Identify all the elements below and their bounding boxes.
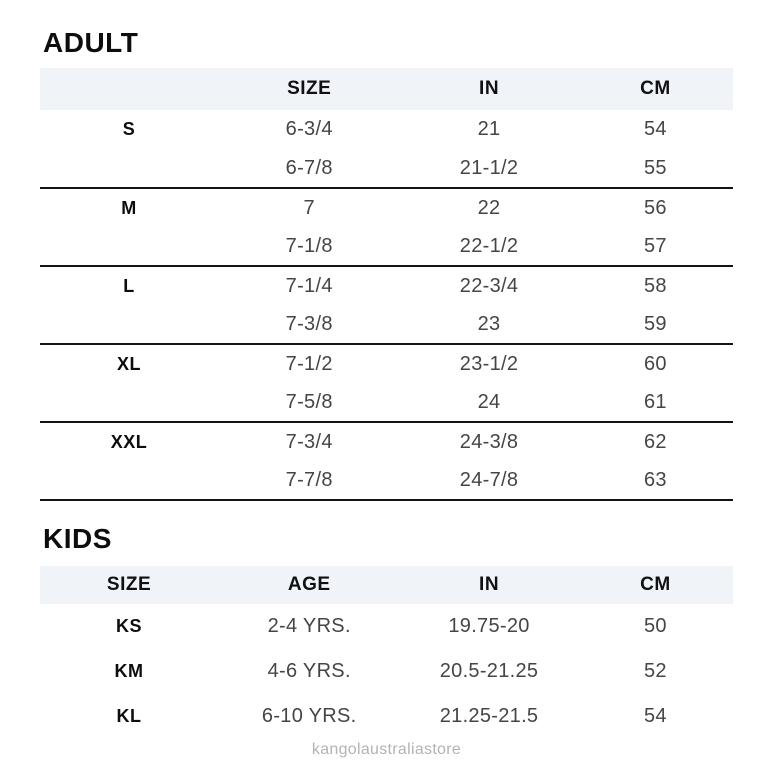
in-cell: 24-3/8 [459, 430, 519, 453]
kids-col-header-age: AGE [218, 566, 400, 604]
kids-col-header-cm: CM [578, 566, 733, 604]
cm-cell: 57 [643, 234, 667, 257]
in-cell: 21 [477, 118, 501, 140]
table-row [40, 227, 733, 266]
adult-size-table [40, 68, 733, 501]
cm-cell: 62 [643, 430, 667, 453]
kids-table-wrap [0, 566, 773, 739]
adult-col-header-size: SIZE [218, 68, 400, 110]
row-label: M [121, 197, 137, 218]
size-cell: 6-7/8 [285, 156, 333, 179]
in-cell: 19.75-20 [448, 615, 530, 637]
size-cell: 7-1/2 [285, 352, 333, 375]
row-label: KM [114, 661, 144, 681]
size-cell: 7-3/8 [285, 312, 333, 335]
table-row [40, 461, 733, 500]
cm-cell: 52 [643, 660, 667, 682]
size-cell: 7-5/8 [285, 390, 333, 413]
cm-cell: 61 [643, 390, 667, 413]
row-label: XL [117, 353, 142, 374]
row-label: XXL [110, 431, 148, 452]
adult-header-row [40, 68, 733, 110]
adult-table-wrap [0, 68, 773, 501]
adult-section-title: ADULT [43, 27, 139, 58]
store-watermark: kangolaustraliastore [311, 741, 462, 758]
table-row [40, 344, 733, 383]
row-label: KL [116, 706, 142, 726]
table-row [40, 266, 733, 305]
kids-col-header-size: SIZE [40, 566, 218, 604]
in-cell: 20.5-21.25 [439, 660, 539, 682]
cm-cell: 50 [643, 615, 667, 637]
row-label: KS [116, 616, 143, 636]
adult-col-header-blank [40, 68, 218, 110]
kids-size-table [40, 566, 733, 739]
age-cell: 4-6 YRS. [267, 660, 351, 682]
kids-header-row [40, 566, 733, 604]
cm-cell: 54 [643, 118, 667, 140]
adult-col-header-cm: CM [578, 68, 733, 110]
row-label-empty [40, 149, 218, 188]
table-row [40, 604, 733, 649]
cm-cell: 59 [643, 312, 667, 335]
cm-cell: 58 [643, 274, 667, 297]
in-cell: 22 [477, 196, 501, 219]
in-cell: 22-3/4 [459, 274, 519, 297]
in-cell: 24-7/8 [459, 468, 519, 491]
in-cell: 24 [477, 390, 501, 413]
cm-cell: 56 [643, 196, 667, 219]
size-cell: 7-1/8 [285, 234, 333, 257]
row-label-empty [40, 461, 218, 500]
row-label: L [123, 275, 135, 296]
adult-col-header-in: IN [400, 68, 577, 110]
size-cell: 7 [303, 196, 315, 219]
cm-cell: 55 [643, 156, 667, 179]
in-cell: 21.25-21.5 [439, 705, 539, 727]
size-cell: 7-1/4 [285, 274, 333, 297]
kids-col-header-in: IN [400, 566, 577, 604]
table-row [40, 149, 733, 188]
table-row [40, 694, 733, 739]
table-row [40, 188, 733, 227]
row-label-empty [40, 305, 218, 344]
row-label: S [122, 119, 136, 139]
row-label-empty [40, 227, 218, 266]
row-label-empty [40, 383, 218, 422]
table-row [40, 110, 733, 149]
in-cell: 22-1/2 [459, 234, 519, 257]
kids-section-title: KIDS [43, 523, 112, 554]
size-cell: 7-7/8 [285, 468, 333, 491]
size-cell: 7-3/4 [285, 430, 333, 453]
in-cell: 23 [477, 312, 501, 335]
table-row [40, 305, 733, 344]
table-row [40, 383, 733, 422]
in-cell: 23-1/2 [459, 352, 519, 375]
size-cell: 6-3/4 [285, 118, 333, 140]
age-cell: 2-4 YRS. [267, 615, 351, 637]
table-row [40, 422, 733, 461]
cm-cell: 54 [643, 705, 667, 727]
table-row [40, 649, 733, 694]
cm-cell: 63 [643, 468, 667, 491]
age-cell: 6-10 YRS. [261, 705, 357, 727]
in-cell: 21-1/2 [459, 156, 519, 179]
cm-cell: 60 [643, 352, 667, 375]
